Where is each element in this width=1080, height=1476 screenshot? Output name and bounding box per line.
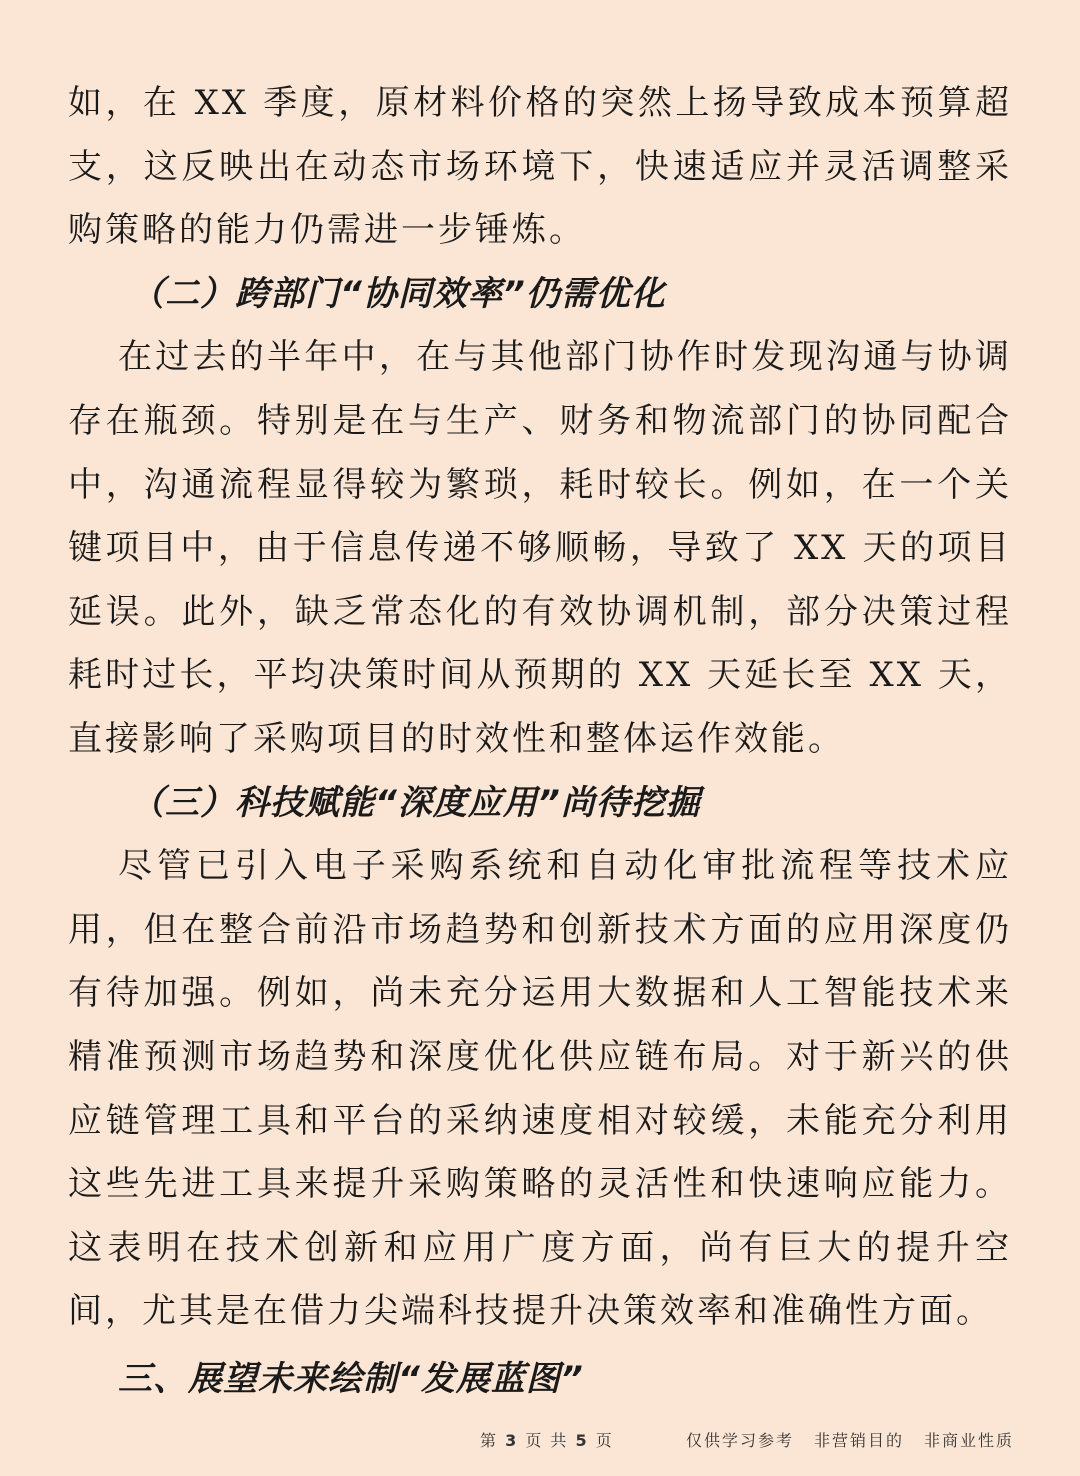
section-heading-future-blueprint: 三、展望未来绘制“发展蓝图”: [118, 1358, 584, 1399]
subheading-technology-application: （三）科技赋能“深度应用”尚待挖掘: [130, 782, 701, 823]
page-suffix: 页: [595, 1431, 614, 1450]
paragraph-coordination-bottleneck: 在过去的半年中，在与其他部门协作时发现沟通与协调存在瓶颈。特别是在与生产、财务和物流部门的协同配合中，沟通流程显得较为繁琐，耗时较长。例如，在一个关键项目中，由于信息传递不够顺畅，导致了 XX 天的项目延误。此外，缺乏常态化的有效协调机制，部分决策过程耗时过长，平均决策时间从预期的 XX 天延长至 XX 天，直接影响了采购项目的时效性和整体运作效能。: [68, 337, 1012, 759]
page-number: [480, 1428, 614, 1451]
footer-note: 非营销目的: [813, 1431, 904, 1450]
footer-note: 仅供学习参考: [685, 1431, 794, 1450]
document-body: [68, 72, 1012, 1411]
footer-notes: [686, 1428, 1014, 1451]
page-middle: 页 共: [525, 1431, 569, 1450]
footer-note: 非商业性质: [923, 1431, 1014, 1450]
paragraph-cost-overrun: 如，在 XX 季度，原材料价格的突然上扬导致成本预算超支，这反映出在动态市场环境下，快速适应并灵活调整采购策略的能力仍需进一步锤炼。: [68, 83, 1012, 251]
paragraph-technology-depth: 尽管已引入电子采购系统和自动化审批流程等技术应用，但在整合前沿市场趋势和创新技术方面的应用深度仍有待加强。例如，尚未充分运用大数据和人工智能技术来精准预测市场趋势和深度优化供应链布局。对于新兴的供应链管理工具和平台的采纳速度相对较缓，未能充分利用这些先进工具来提升采购策略的灵活性和快速响应能力。这表明在技术创新和应用广度方面，尚有巨大的提升空间，尤其是在借力尖端科技提升决策效率和准确性方面。: [68, 846, 1012, 1332]
page-footer: [0, 1428, 1080, 1456]
subheading-cross-department-efficiency: （二）跨部门“协同效率”仍需优化: [130, 273, 666, 314]
page-current: 3: [505, 1431, 519, 1450]
page-total: 5: [575, 1431, 589, 1450]
page-prefix: 第: [480, 1431, 499, 1450]
